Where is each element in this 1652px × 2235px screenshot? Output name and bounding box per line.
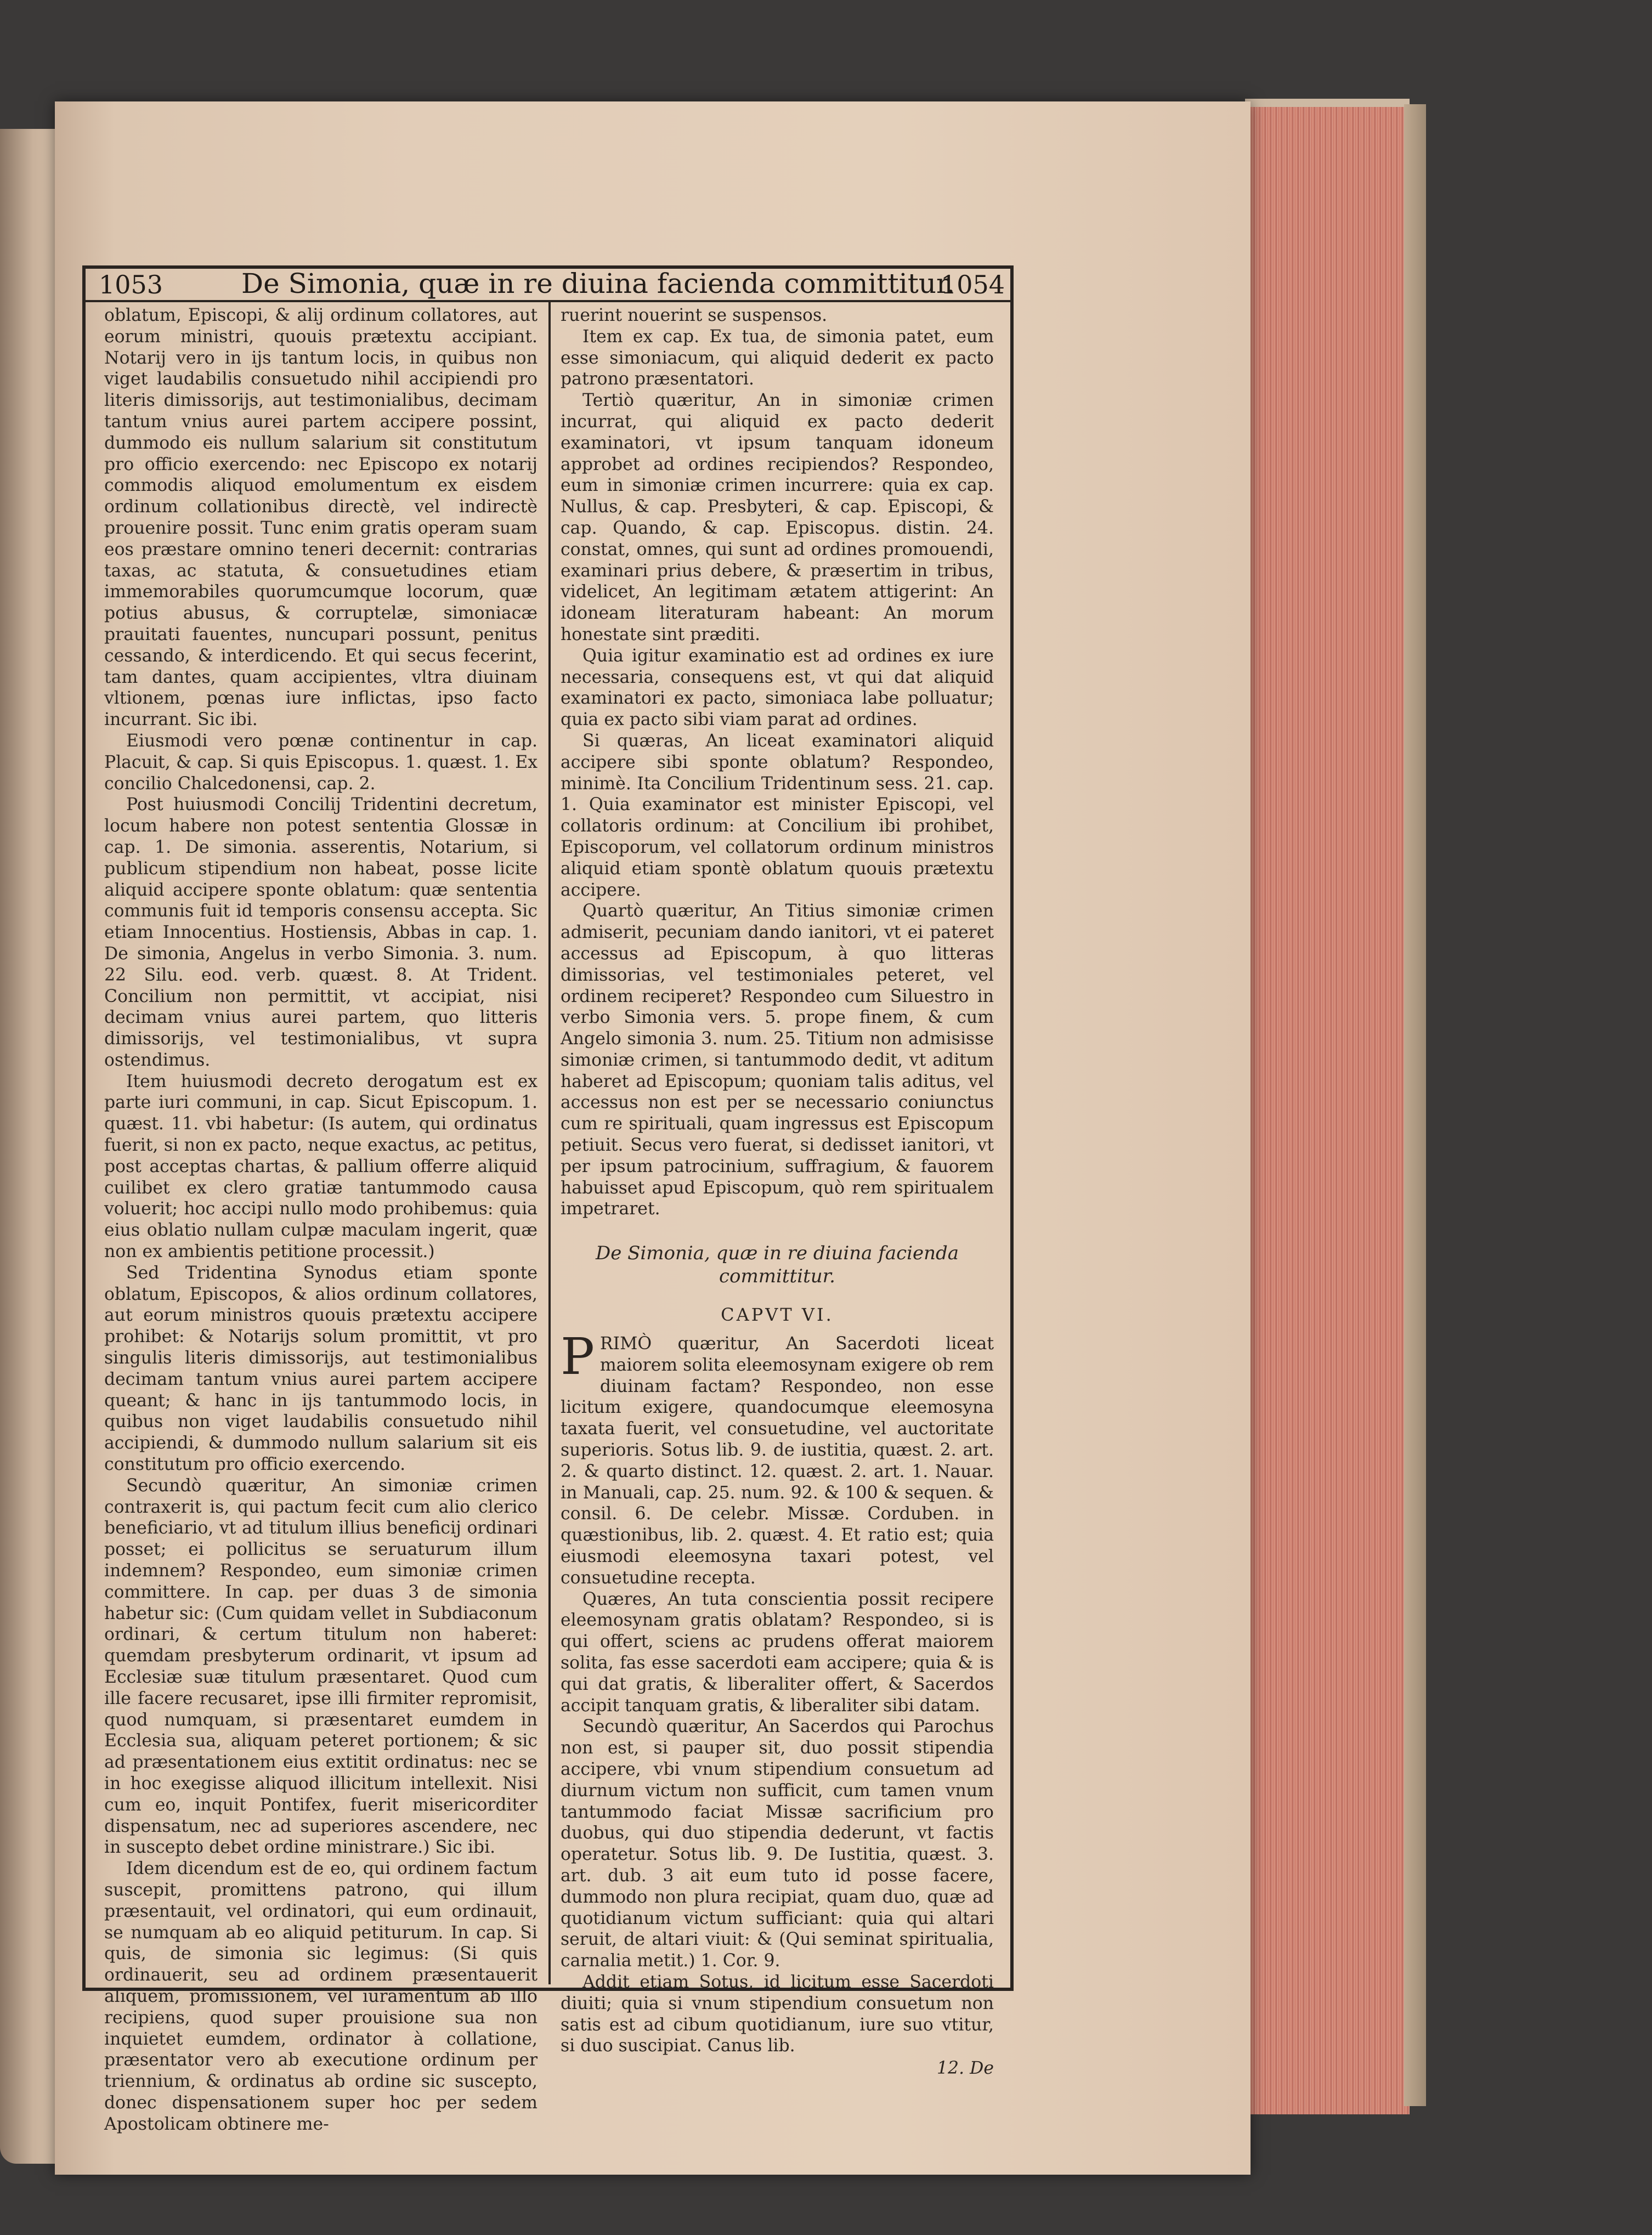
paragraph: Item ex cap. Ex tua, de simonia patet, eum esse simoniacum, qui aliquid dederit ex pacto patrono præsentatori. bbox=[561, 326, 994, 389]
paragraph: Item huiusmodi decreto derogatum est ex parte iuri communi, in cap. Sicut Episcopum. 1. quæst. 11. vbi habetur: (Is autem, qui ordinatus fuerit, si non ex pacto, neque exactus, ac petitus, post acceptas chartas, & pallium offerre aliquid cuilibet ex clero gratiæ tantummodo causa voluerit; hoc accipi nullo modo prohibemus: quia eius oblatio nullam culpæ maculam ingerit, quæ non ex ambientis petitione processit.) bbox=[104, 1071, 538, 1262]
left-column bbox=[104, 305, 538, 2135]
paragraph: Quartò quæritur, An Titius simoniæ crimen admiserit, pecuniam dando ianitori, vt ei pateret accessus ad Episcopum, à quo litteras dimissorias, vel testimoniales peteret, vel ordinem reciperet? Respondeo cum Siluestro in verbo Simonia vers. 5. prope finem, & cum Angelo simonia 3. num. 25. Titium non admisisse simoniæ crimen, si tantummodo dedit, vt aditum haberet ad Episcopum; quoniam talis aditus, vel accessus non est per se necessario coniunctus cum re spirituali, quam ingressus est Episcopum petiuit. Secus vero fuerat, si dedisset ianitori, vt per ipsum patrocinium, suffragium, & fauorem habuisset apud Episcopum, quò rem spiritualem impetraret. bbox=[561, 901, 994, 1219]
first-paragraph bbox=[561, 1327, 994, 1589]
paragraph-text: RIMÒ quæritur, An Sacerdoti liceat maiorem solita eleemosynam exigere ob rem diuinam factam? Respondeo, non esse licitum exigere, quandocumque eleemosyna taxata fuerit, vel consuetudine, vel auctoritate superioris. Sotus lib. 9. de iustitia, quæst. 2. art. 2. & quarto distinct. 12. quæst. 2. art. 1. Nauar. in Manuali, cap. 25. num. 92. & 100 & sequen. & consil. 6. De celebr. Missæ. Corduben. in quæstionibus, lib. 2. quæst. 4. Et ratio est; quia eiusmodi eleemosyna taxari potest, vel consuetudine recepta. bbox=[561, 1334, 994, 1588]
paragraph: Idem dicendum est de eo, qui ordinem factum suscepit, promittens patrono, qui illum præsentauit, vel ordinatori, qui eum ordinauit, se numquam ab eo aliquid petiturum. In cap. Si quis, de simonia sic legimus: (Si quis ordinauerit, seu ad ordinem præsentauerit aliquem, promissionem, vel iuramentum ab illo recipiens, quod super prouisione sua non inquietet eumdem, ordinator à collatione, præsentator vero ab executione ordinum per triennium, & ordinatus ab ordine sic suscepto, donec dispensationem super hoc per sedem Apostolicam obtinere me- bbox=[104, 1859, 538, 2134]
section-title-line: De Simonia, quæ in re diuina facienda bbox=[595, 1242, 959, 1265]
paragraph: oblatum, Episcopi, & alij ordinum collatores, aut eorum ministri, quouis prætextu accipiant. Notarij vero in ijs tantum locis, in quibus non viget laudabilis consuetudo nihil accipiendi pro literis dimissorijs, aut testimonialibus, decimam tantum vnius aurei partem accipere possint, dummodo eis nullum salarium sit constitutum pro officio exercendo: nec Episcopo ex notarij commodis aliquod emolumentum ex eisdem ordinum collationibus directè, vel indirectè prouenire possit. Tunc enim gratis operam suam eos præstare omnino teneri decernit: contrarias taxas, ac statuta, & consuetudines etiam immemorabiles quorumcumque locorum, quæ potius abusus, & corruptelæ, simoniacæ prauitati fauentes, nuncupari possunt, penitus cessando, & interdicendo. Et qui secus fecerint, tam dantes, quam accipientes, vltra diuinam vltionem, pœnas iure inflictas, ipso facto incurrant. Sic ibi. bbox=[104, 305, 538, 730]
right-column bbox=[561, 305, 994, 2079]
column-divider bbox=[548, 302, 551, 1984]
paragraph: Secundò quæritur, An simoniæ crimen contraxerit is, qui pactum fecit cum alio clerico beneficiario, vt ad titulum illius beneficij ordinari posset; ei pollicitus se seruaturum illum indemnem? Respondeo, eum simoniæ crimen committere. In cap. per duas 3 de simonia habetur sic: (Cum quidam vellet in Subdiaconum ordinari, & certum titulum non haberet: quemdam presbyterum ordinarit, vt ipsum ad Ecclesiæ suæ titulum præsentaret. Quod cum ille facere recusaret, ipse illi firmiter repromisit, quod numquam, si præsentaret eumdem in Ecclesia sua, aliquam peteret portionem; & sic ad præsentationem eius extitit ordinatus: nec se in hoc exegisse aliquod illicitum intellexit. Nisi cum eo, inquit Pontifex, fuerit misericorditer dispensatum, nec ad superiores ascendere, nec in suscepto debet ordine ministrare.) Sic ibi. bbox=[104, 1475, 538, 1858]
paragraph: Si quæras, An liceat examinatori aliquid accipere sibi sponte oblatum? Respondeo, minimè. Ita Concilium Tridentinum sess. 21. cap. 1. Quia examinator est minister Episcopi, vel collatoris ordinum: at Concilium ibi prohibet, Episcoporum, vel collatorum ordinum ministros aliquid etiam spontè oblatum quouis prætextu accipere. bbox=[561, 731, 994, 900]
paragraph: Quia igitur examinatio est ad ordines ex iure necessaria, consequens est, vt qui dat aliquid examinatori ex pacto, simoniaca labe polluatur; quia ex pacto sibi viam parat ad ordines. bbox=[561, 646, 994, 730]
drop-cap: P bbox=[561, 1327, 595, 1387]
header-rule bbox=[82, 300, 1014, 302]
section-title bbox=[561, 1242, 994, 1288]
paragraph: Post huiusmodi Concilij Tridentini decretum, locum habere non potest sententia Glossæ in cap. 1. De simonia. asserentis, Notarium, si publicum stipendium non habeat, posse licite aliquid accipere sponte oblatum: quæ sententia communis fuit id temporis consensu accepta. Sic etiam Innocentius. Hostiensis, Abbas in cap. 1. De simonia, Angelus in verbo Simonia. 3. num. 22 Silu. eod. verb. quæst. 8. At Trident. Concilium non permittit, vt accipiat, nisi decimam vnius aurei partem, quo litteris dimissorijs, vel testimonialibus, vt supra ostendimus. bbox=[104, 795, 538, 1070]
paragraph: Secundò quæritur, An Sacerdos qui Parochus non est, si pauper sit, duo possit stipendia accipere, vbi vnum stipendium consuetum ad diurnum victum non sufficit, cum tamen vnum tantummodo faciat Missæ sacrificium pro duobus, qui duo stipendia dederunt, vt factis operatetur. Sotus lib. 9. De Iustitia, quæst. 3. art. dub. 3 ait eum tuto id posse facere, dummodo non plura recipiat, quam duo, quæ ad quotidianum victum sufficiant: quia qui altari seruit, de altari viuit: & (Qui seminat spiritualia, carnalia metit.) 1. Cor. 9. bbox=[561, 1717, 994, 1971]
catchword: 12. De bbox=[936, 2058, 994, 2079]
right-page-number: 1054 bbox=[941, 270, 1005, 299]
page-edges-red bbox=[1245, 107, 1410, 2114]
paragraph: Addit etiam Sotus, id licitum esse Sacerdoti diuiti; quia si vnum stipendium consuetum non satis est ad cibum quotidianum, iure suo vtitur, si duo suscipiat. Canus lib. bbox=[561, 1972, 994, 2056]
paragraph: ruerint nouerint se suspensos. bbox=[561, 305, 828, 325]
paragraph: Sed Tridentina Synodus etiam sponte oblatum, Episcopos, & alios ordinum collatores, aut eorum ministros quouis prætextu accipere prohibet: & Notarijs solum promittit, vt pro singulis literis dimissorijs, aut testimonialibus decimam tantum vnius aurei partem accipere queant; & hanc in ijs tantummodo locis, in quibus non viget laudabilis consuetudo nihil accipiendi, & dummodo nullum salarium sit eis constitutum pro officio exercendo. bbox=[104, 1263, 538, 1475]
paragraph: Tertiò quæritur, An in simoniæ crimen incurrat, qui aliquid ex pacto dederit examinatori, vt ipsum tanquam idoneum approbet ad ordines recipiendos? Respondeo, eum in simoniæ crimen incurrere: quia ex cap. Nullus, & cap. Presbyteri, & cap. Episcopi, & cap. Quando, & cap. Episcopus. distin. 24. constat, omnes, qui sunt ad ordines promouendi, examinari prius debere, & præsertim in tribus, videlicet, An legitimam ætatem attigerint: An idoneam literaturam habeant: An morum honestate sint præditi. bbox=[561, 391, 994, 644]
chapter-heading: CAPVT VI. bbox=[721, 1304, 834, 1326]
section-title-line: committitur. bbox=[719, 1265, 835, 1288]
running-head: De Simonia, quæ in re diuina facienda committitur. bbox=[241, 268, 955, 299]
left-page-number: 1053 bbox=[99, 270, 163, 299]
cover-edge bbox=[1404, 104, 1426, 2106]
left-page-edge bbox=[0, 129, 60, 2164]
paragraph: Eiusmodi vero pœnæ continentur in cap. Placuit, & cap. Si quis Episcopus. 1. quæst. 1. Ex concilio Chalcedonensi, cap. 2. bbox=[104, 731, 538, 794]
paragraph: Quæres, An tuta conscientia possit recipere eleemosynam gratis oblatam? Respondeo, si is qui offert, sciens ac prudens offerat maiorem solita, fas esse sacerdoti eam accipere; quia & is qui dat gratis, & liberaliter offert, & Sacerdos accipit tanquam gratis, & liberaliter sibi datam. bbox=[561, 1589, 994, 1716]
